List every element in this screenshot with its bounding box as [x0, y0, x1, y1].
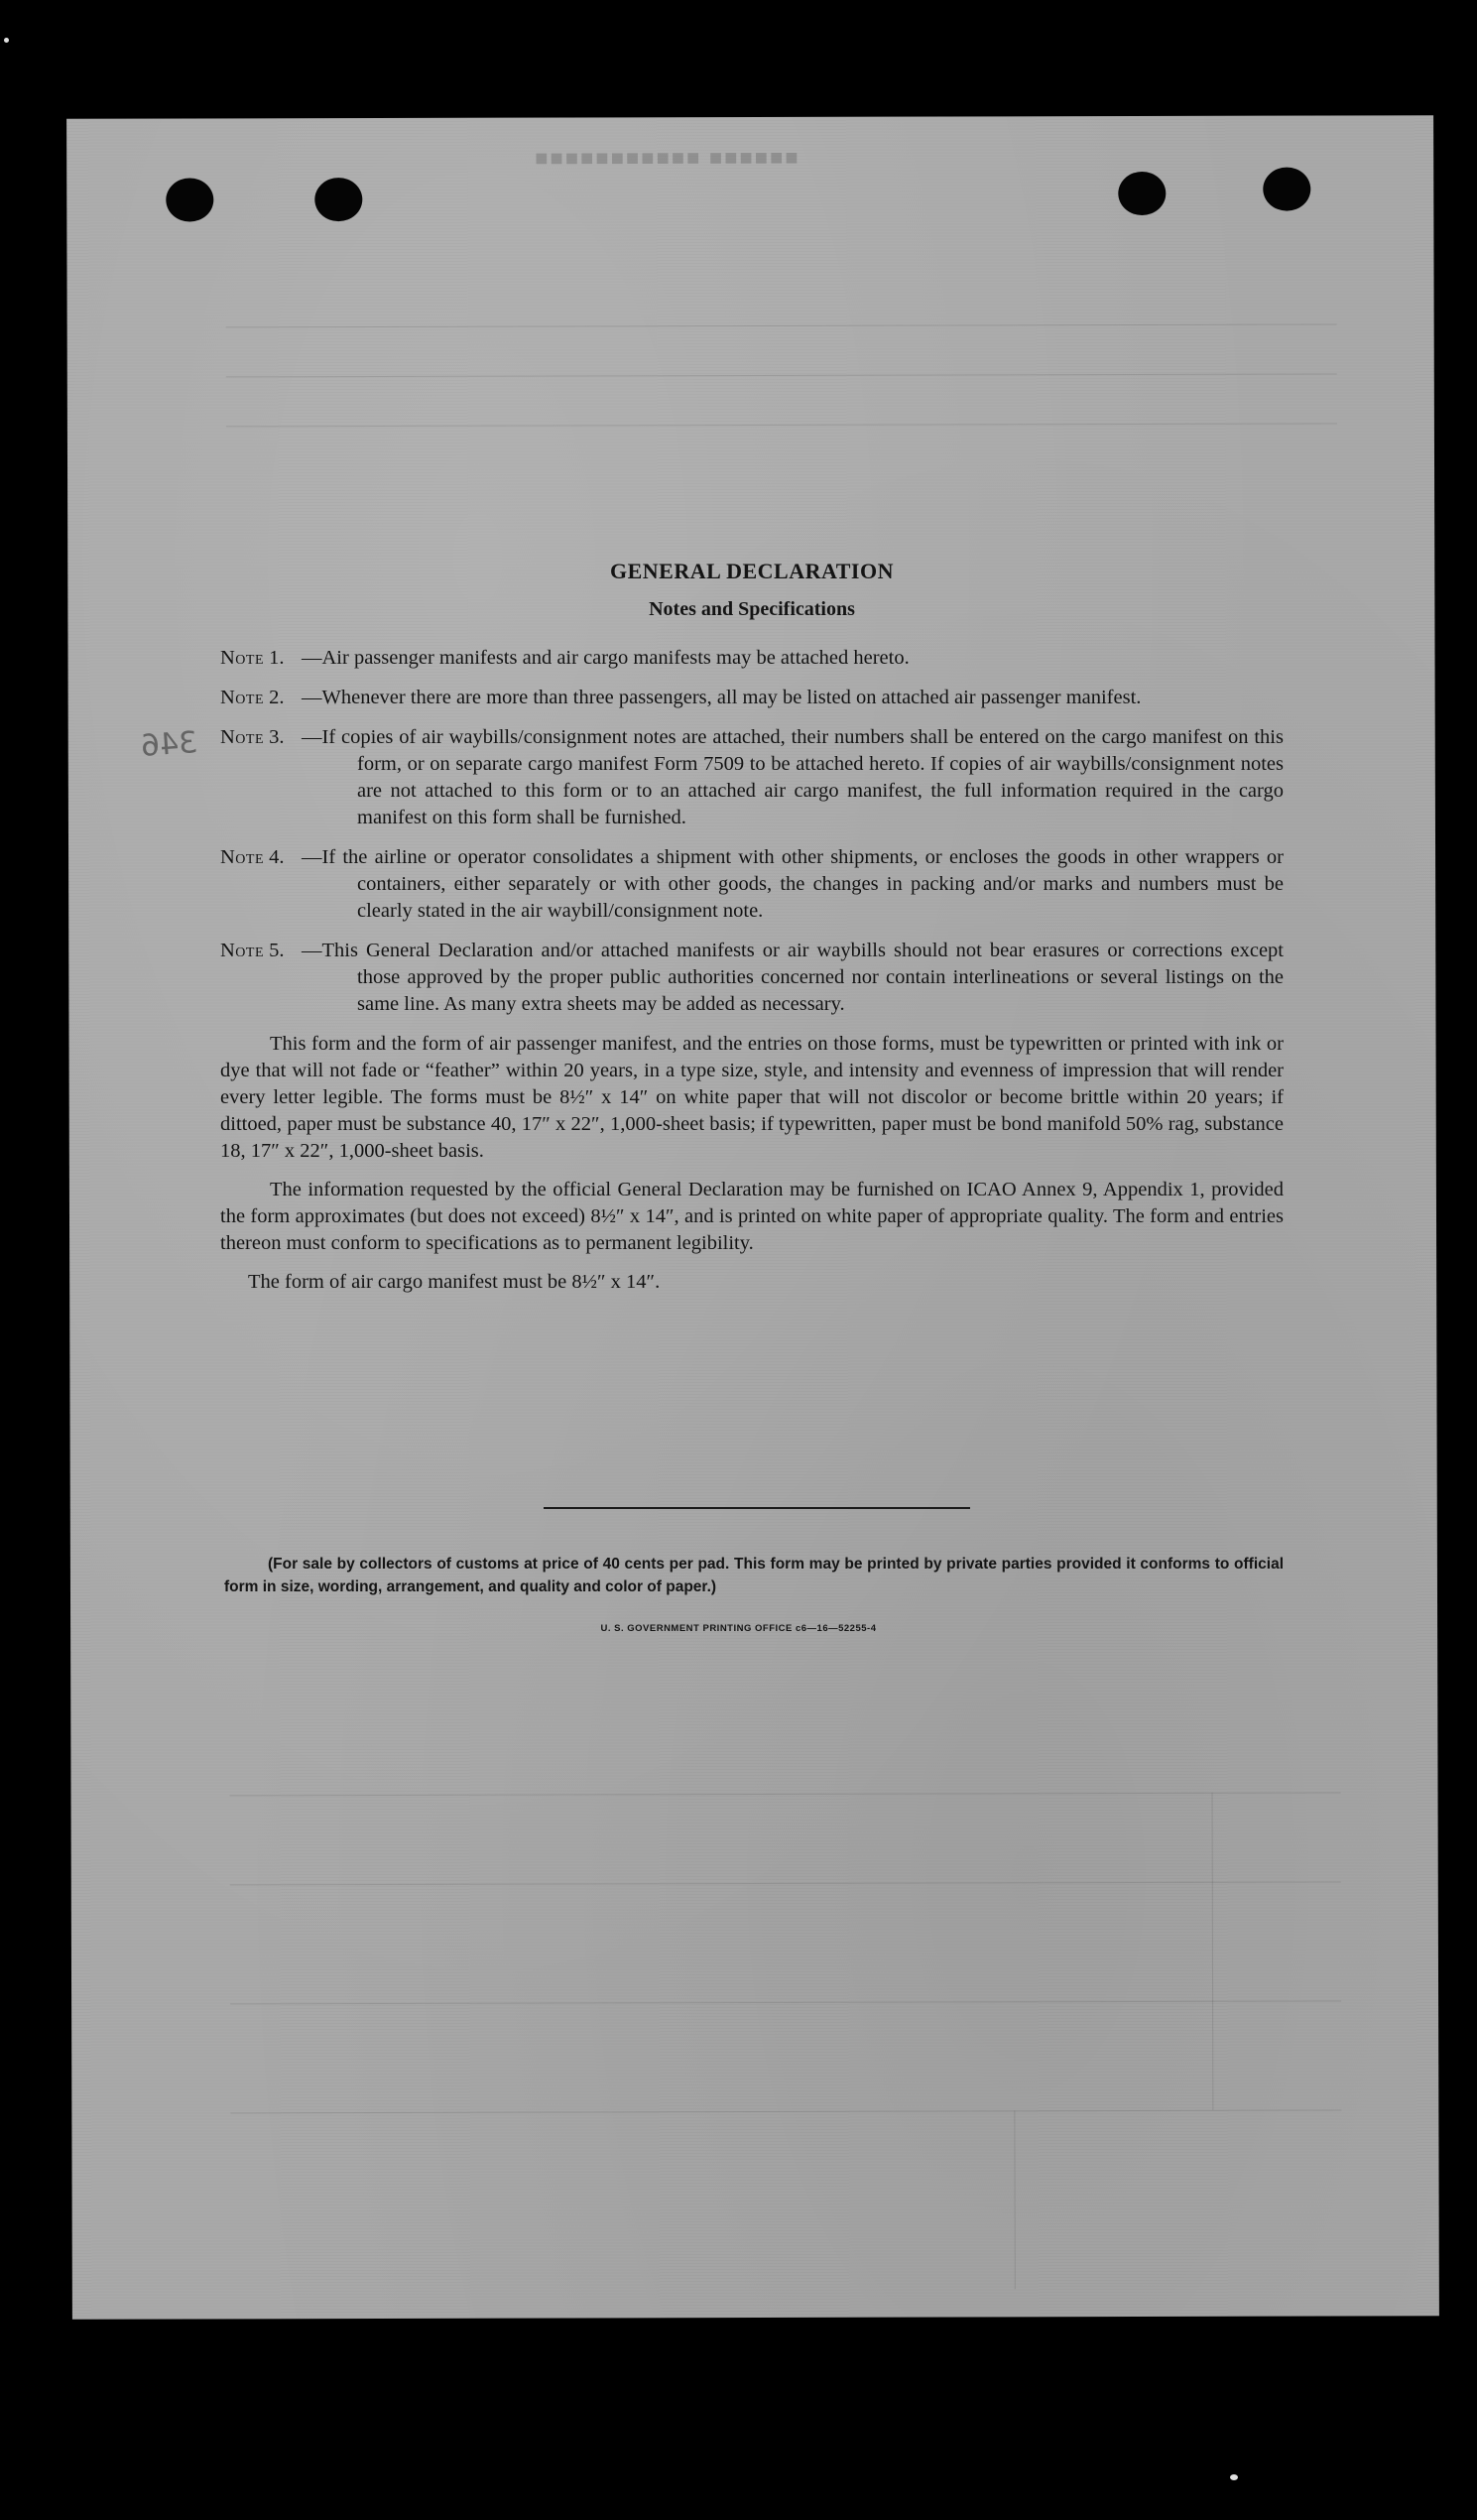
- note-text: —If the airline or operator consolidates a shipment with other shipments, or encloses the goods in other wrappers or containers, either separately or with other goods, the changes in packing and/or marks and numbers must be clearly stated in the air waybill/consignment note.: [302, 846, 1284, 922]
- bleed-through-rule: [230, 2109, 1341, 2113]
- note-2: [220, 685, 1284, 711]
- note-text: —If copies of air waybills/consignment notes are attached, their numbers shall be entered on the cargo manifest on this form, or on separate cargo manifest Form 7509 to be attached hereto. If copies of air waybills/consignment notes are not attached to this form or to an attached air cargo manifest, the full information required in the cargo manifest on this form shall be furnished.: [302, 726, 1284, 828]
- printing-office-line: U. S. GOVERNMENT PRINTING OFFICE c6—16—52255-4: [600, 1623, 877, 1634]
- bleed-through-rule: [230, 1881, 1341, 1885]
- note-text: —Air passenger manifests and air cargo manifests may be attached hereto.: [302, 647, 910, 669]
- note-label: Note 4.: [220, 846, 285, 868]
- stamped-number: 346: [139, 725, 199, 764]
- paragraph-cargo-manifest-size: The form of air cargo manifest must be 8½″ x 14″.: [248, 1271, 661, 1293]
- page-subtitle: Notes and Specifications: [649, 598, 855, 620]
- note-label: Note 2.: [220, 687, 285, 708]
- note-label: Note 1.: [220, 647, 285, 669]
- bleed-through-rule: [230, 1792, 1341, 1796]
- paragraph-form-specifications: This form and the form of air passenger manifest, and the entries on those forms, must be typewritten or printed with ink or dye that will not fade or “feather” within 20 years, in a type size, style, and intensity and evenness of impression that will render every letter legible. The forms must be 8½″ x 14″ on white paper that will not discolor or become brittle within 20 years; if dittoed, paper must be substance 40, 17″ x 22″, 1,000-sheet basis; if typewritten, paper must be bond manifold 50% rag, substance 18, 17″ x 22″, 1,000-sheet basis.: [220, 1033, 1284, 1162]
- sale-notice: (For sale by collectors of customs at price of 40 cents per pad. This form may be printed by private parties provided it conforms to official form in size, wording, arrangement, and quality and color of paper.): [224, 1556, 1284, 1595]
- note-1: [220, 645, 1284, 672]
- paragraph-icao-annex: The information requested by the official General Declaration may be furnished on ICAO Annex 9, Appendix 1, provided the form approximates (but does not exceed) 8½″ x 14″, and is printed on white paper of appropriate quality. The form and entries thereon must conform to specifications as to permanent legibility.: [220, 1179, 1284, 1254]
- bleed-through-rule: [226, 323, 1337, 327]
- punch-hole-left-2: [314, 178, 362, 221]
- bleed-through-rule: [1212, 1793, 1214, 2110]
- bleed-through-heading: ■■■■■■ ■■■■■■■■■■■: [533, 144, 799, 171]
- note-3: [220, 724, 1284, 831]
- punch-hole-right-1: [1118, 172, 1166, 215]
- note-text: —Whenever there are more than three passengers, all may be listed on attached air passenger manifest.: [302, 687, 1142, 708]
- scan-speck: [4, 38, 9, 43]
- note-4: [220, 844, 1284, 925]
- punch-hole-right-2: [1263, 168, 1310, 211]
- bleed-through-rule: [226, 423, 1337, 427]
- bleed-through-rule: [226, 373, 1337, 377]
- section-divider: [544, 1507, 970, 1509]
- scan-speck: [1230, 2474, 1238, 2480]
- note-label: Note 3.: [220, 726, 285, 748]
- punch-hole-left-1: [166, 178, 213, 221]
- notes-and-specifications: [220, 559, 1284, 1308]
- bleed-through-rule: [230, 2000, 1341, 2004]
- note-5: [220, 938, 1284, 1018]
- note-text: —This General Declaration and/or attached manifests or air waybills should not bear erasures or corrections except those approved by the proper public authorities concerned nor contain interlineations or several listings on the same line. As many extra sheets may be added as necessary.: [302, 940, 1284, 1015]
- page-title: GENERAL DECLARATION: [610, 559, 894, 583]
- bleed-through-rule: [1014, 2110, 1015, 2289]
- note-label: Note 5.: [220, 940, 285, 961]
